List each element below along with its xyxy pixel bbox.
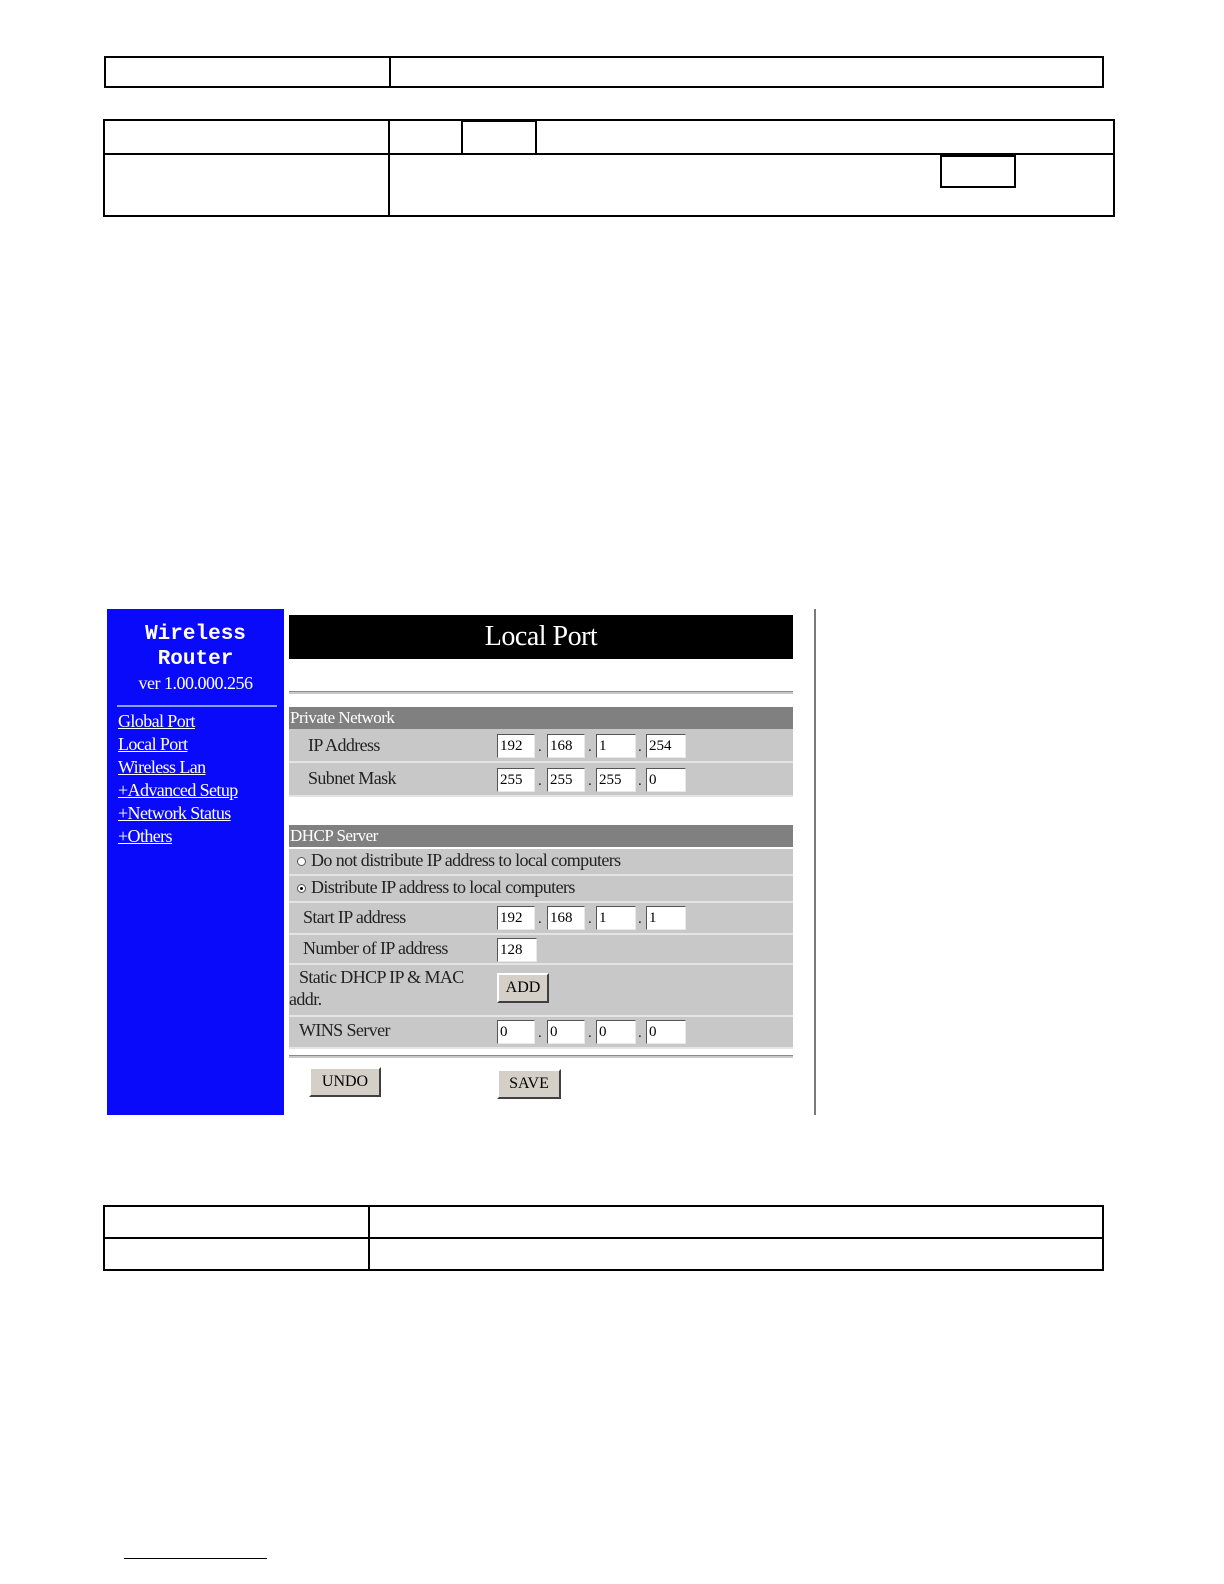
static-dhcp-row bbox=[289, 965, 793, 1017]
dot-separator: . bbox=[638, 1025, 642, 1041]
table-cell bbox=[104, 1238, 369, 1270]
sidebar-divider bbox=[117, 705, 277, 707]
divider bbox=[289, 1055, 793, 1058]
table-cell bbox=[390, 57, 1103, 87]
inline-button-box bbox=[461, 120, 537, 155]
ip-octet-4[interactable]: 254 bbox=[646, 734, 686, 758]
sidebar bbox=[107, 609, 284, 1115]
ip-octet-3[interactable]: 1 bbox=[596, 734, 636, 758]
table-cell bbox=[104, 154, 389, 216]
brand-router: Router bbox=[157, 648, 234, 671]
save-button[interactable]: SAVE bbox=[497, 1069, 561, 1099]
mask-octet-2[interactable]: 255 bbox=[547, 768, 585, 792]
table-cell bbox=[369, 1238, 1103, 1270]
ip-octet-1[interactable]: 192 bbox=[497, 734, 535, 758]
dot-separator: . bbox=[588, 1025, 592, 1041]
dot-separator: . bbox=[588, 739, 592, 755]
table-cell bbox=[105, 57, 390, 87]
wins-octet-2[interactable]: 0 bbox=[547, 1020, 585, 1044]
nav-wireless-lan[interactable]: Wireless Lan bbox=[118, 757, 206, 777]
brand-wireless: Wireless bbox=[145, 623, 246, 646]
footnote-rule bbox=[124, 1558, 267, 1559]
dot-separator: . bbox=[638, 739, 642, 755]
dhcp-on-radio[interactable] bbox=[297, 884, 306, 893]
router-screenshot bbox=[107, 609, 816, 1115]
ip-address-row bbox=[289, 729, 793, 763]
nav-others[interactable]: +Others bbox=[118, 826, 172, 846]
wins-octet-4[interactable]: 0 bbox=[646, 1020, 686, 1044]
wins-server-row bbox=[289, 1017, 793, 1049]
table-cell bbox=[104, 1206, 369, 1238]
mask-octet-3[interactable]: 255 bbox=[596, 768, 636, 792]
dhcp-option-off-row bbox=[289, 849, 793, 876]
nav-local-port[interactable]: Local Port bbox=[118, 734, 188, 754]
wins-octet-1[interactable]: 0 bbox=[497, 1020, 535, 1044]
wins-server-label: WINS Server bbox=[299, 1020, 390, 1040]
page-title: Local Port bbox=[289, 615, 793, 659]
dhcp-server-header: DHCP Server bbox=[289, 825, 793, 847]
nav-network-status[interactable]: +Network Status bbox=[118, 803, 231, 823]
start-ip-row bbox=[289, 903, 793, 935]
start-ip-label: Start IP address bbox=[303, 907, 406, 927]
ip-octet-2[interactable]: 168 bbox=[547, 734, 585, 758]
table-cell bbox=[104, 120, 389, 154]
doc-table-bottom bbox=[103, 1205, 1104, 1271]
dhcp-off-radio[interactable] bbox=[297, 857, 306, 866]
static-dhcp-label-cont: addr. bbox=[289, 989, 322, 1009]
dot-separator: . bbox=[588, 773, 592, 789]
dot-separator: . bbox=[638, 773, 642, 789]
undo-button[interactable]: UNDO bbox=[309, 1067, 381, 1097]
table-cell bbox=[369, 1206, 1103, 1238]
add-button[interactable]: ADD bbox=[497, 973, 549, 1003]
doc-table-top bbox=[104, 56, 1104, 88]
inline-button-box bbox=[940, 155, 1016, 188]
content-area bbox=[287, 609, 797, 1115]
dot-separator: . bbox=[538, 1025, 542, 1041]
start-octet-3[interactable]: 1 bbox=[596, 906, 636, 930]
dot-separator: . bbox=[538, 911, 542, 927]
private-network-header: Private Network bbox=[289, 707, 793, 729]
start-octet-2[interactable]: 168 bbox=[547, 906, 585, 930]
ip-count-input[interactable]: 128 bbox=[497, 938, 537, 962]
dhcp-on-label: Distribute IP address to local computers bbox=[311, 877, 575, 897]
dot-separator: . bbox=[638, 911, 642, 927]
start-octet-1[interactable]: 192 bbox=[497, 906, 535, 930]
static-dhcp-label: Static DHCP IP & MAC bbox=[299, 967, 464, 987]
ip-count-label: Number of IP address bbox=[303, 938, 448, 958]
version-text: ver 1.00.000.256 bbox=[138, 673, 253, 693]
dot-separator: . bbox=[588, 911, 592, 927]
dhcp-option-on-row bbox=[289, 876, 793, 903]
ip-address-label: IP Address bbox=[308, 735, 380, 755]
nav-global-port[interactable]: Global Port bbox=[118, 711, 195, 731]
subnet-mask-label: Subnet Mask bbox=[308, 768, 396, 788]
start-octet-4[interactable]: 1 bbox=[646, 906, 686, 930]
dhcp-off-label: Do not distribute IP address to local computers bbox=[311, 850, 621, 870]
mask-octet-1[interactable]: 255 bbox=[497, 768, 535, 792]
divider bbox=[289, 691, 793, 694]
mask-octet-4[interactable]: 0 bbox=[646, 768, 686, 792]
nav-advanced-setup[interactable]: +Advanced Setup bbox=[118, 780, 238, 800]
dot-separator: . bbox=[538, 739, 542, 755]
dot-separator: . bbox=[538, 773, 542, 789]
subnet-mask-row bbox=[289, 763, 793, 797]
wins-octet-3[interactable]: 0 bbox=[596, 1020, 636, 1044]
ip-count-row bbox=[289, 935, 793, 965]
